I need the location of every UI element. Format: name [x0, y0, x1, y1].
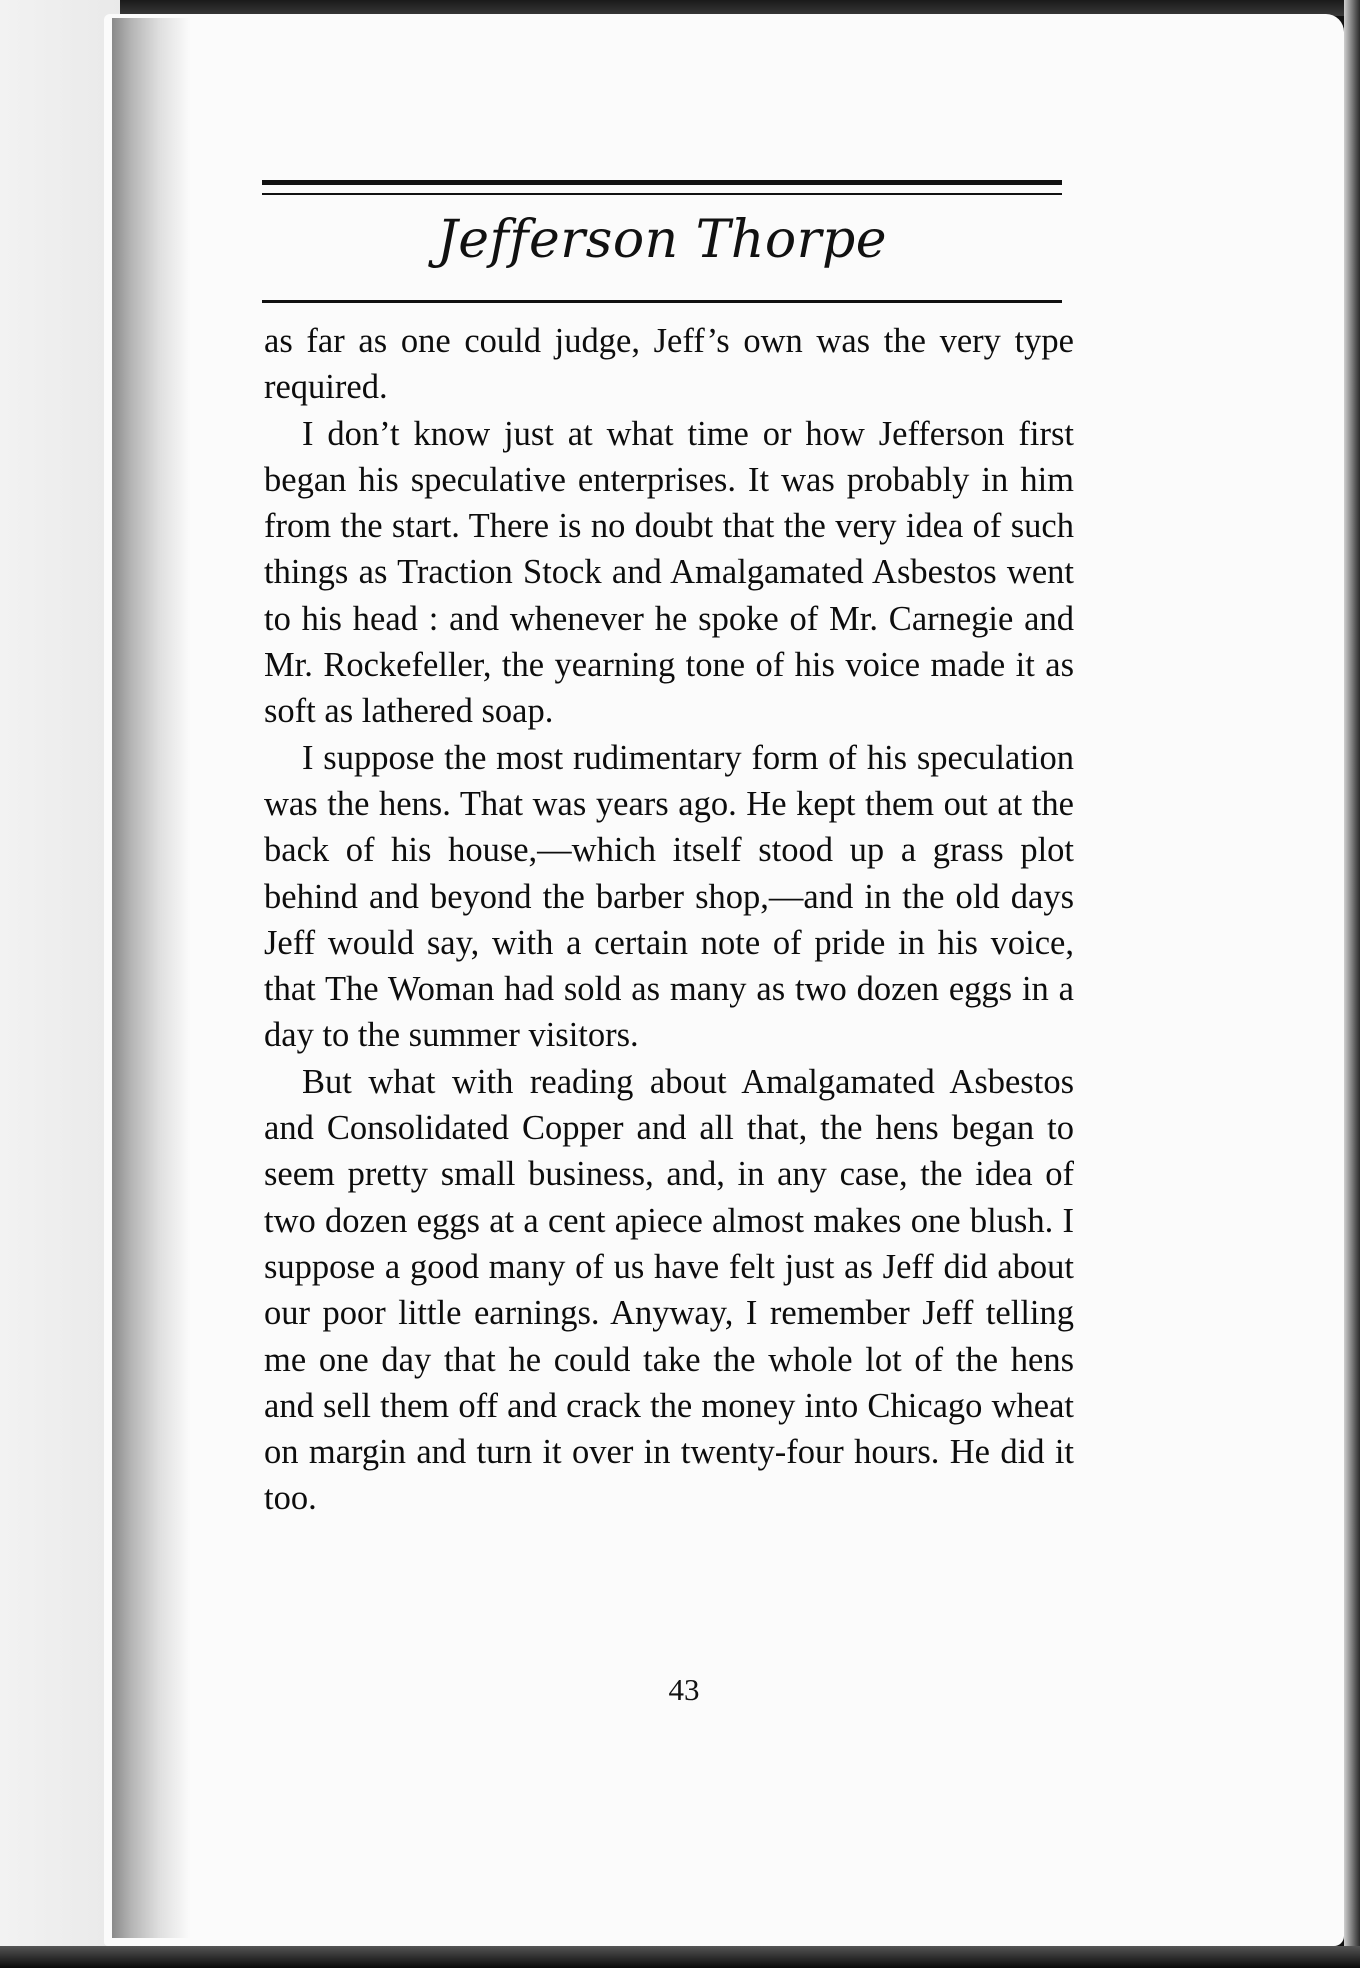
facing-page-margin	[0, 0, 120, 1968]
header-underline-rule	[262, 300, 1062, 303]
paragraph-1: as far as one could judge, Jeff’s own was the very type required.	[264, 322, 1074, 407]
header-double-rule	[262, 180, 1062, 195]
page-right-edge	[1344, 0, 1360, 1968]
scan-bottom-edge	[0, 1946, 1360, 1968]
paragraph-2: I don’t know just at what time or how Jefferson first began his speculative enterprises. It was probably in him from the start. There is no doubt that the very idea of such things as Traction Stock and Amalgamated Asbestos went to his head : and whenever he spoke of Mr. Carnegie and Mr. Rockefeller, the yearning tone of his voice made it as soft as lathered soap.	[264, 414, 1074, 731]
gutter-shadow	[112, 18, 190, 1938]
page-number: 43	[668, 1672, 700, 1707]
running-head: Jefferson Thorpe	[436, 210, 888, 270]
body-text	[264, 318, 1074, 1522]
paragraph-3: I suppose the most rudimentary form of his speculation was the hens. That was years ago. He kept them out at the back of his house,—which itself stood up a grass plot behind and beyond the barber shop,—and in the old days Jeff would say, with a certain note of pride in his voice, that The Woman had sold as many as two dozen eggs in a day to the summer visitors.	[264, 738, 1074, 1055]
paragraph-4: But what with reading about Amalgamated Asbestos and Consolidated Copper and all that, the hens began to seem pretty small business, and, in any case, the idea of two dozen eggs at a cent apiece almost makes one blush. I suppose a good many of us have felt just as Jeff did about our poor little earnings. Anyway, I remember Jeff telling me one day that he could take the whole lot of the hens and sell them off and crack the money into Chicago wheat on margin and turn it over in twenty-four hours. He did it too.	[264, 1062, 1074, 1518]
